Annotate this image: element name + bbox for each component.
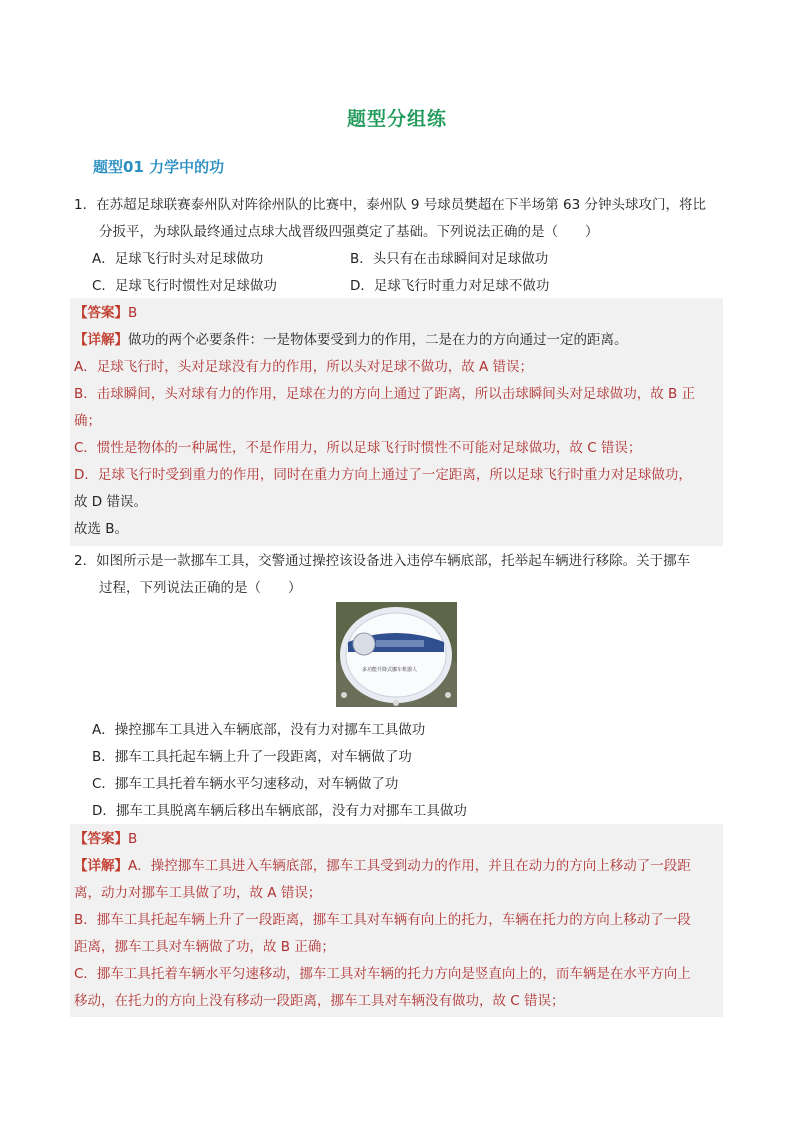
car-mover-robot-drawing <box>336 602 457 707</box>
q2-detail-tag: 【详解】 <box>74 858 128 874</box>
q2-answer-box <box>70 824 723 1017</box>
q1-stem-line2: 分扳平，为球队最终通过点球大战晋级四强奠定了基础。下列说法正确的是（ ） <box>99 224 599 240</box>
q1-option-a: A．足球飞行时头对足球做功 <box>92 251 264 267</box>
q2-stem-line2: 过程，下列说法正确的是（ ） <box>99 580 302 596</box>
q2-detail-line: 移动，在托力的方向上没有移动一段距离，挪车工具对车辆没有做功，故 C 错误； <box>74 993 565 1009</box>
car-mover-robot-image <box>336 602 457 707</box>
q1-conclusion: 故选 B。 <box>74 521 129 537</box>
q1-detail-intro <box>74 328 628 348</box>
q2-detail-line: C．挪车工具托着车辆水平匀速移动，挪车工具对车辆的托力方向是竖直向上的，而车辆是在水平方向上 <box>74 966 691 982</box>
q1-detail-line: 确； <box>74 413 101 429</box>
q1-option-d: D．足球飞行时重力对足球不做功 <box>350 278 550 294</box>
q1-answer-tag: 【答案】 <box>74 305 128 321</box>
q1-detail-line: B．击球瞬间，头对球有力的作用，足球在力的方向上通过了距离，所以击球瞬间头对足球做功，故 B 正 <box>74 386 696 402</box>
q1-detail-line: 故 D 错误。 <box>74 494 147 510</box>
q2-option-a: A．操控挪车工具进入车辆底部，没有力对挪车工具做功 <box>92 722 426 738</box>
q2-answer <box>74 827 137 847</box>
q2-option-d: D．挪车工具脱离车辆后移出车辆底部，没有力对挪车工具做功 <box>92 803 467 819</box>
q2-detail-line: B．挪车工具托起车辆上升了一段距离，挪车工具对车辆有向上的托力，车辆在托力的方向上移动了一段 <box>74 912 691 928</box>
q2-stem-line1: 2．如图所示是一款挪车工具，交警通过操控该设备进入违停车辆底部，托举起车辆进行移除。关于挪车 <box>74 553 691 569</box>
q2-detail-first <box>74 854 691 874</box>
figure-caption: 多功能升降式挪车机器人 <box>362 667 418 673</box>
q1-detail-intro-text: 做功的两个必要条件：一是物体要受到力的作用，二是在力的方向通过一定的距离。 <box>128 332 628 348</box>
q1-option-c: C．足球飞行时惯性对足球做功 <box>92 278 277 294</box>
q2-detail-line: 离，动力对挪车工具做了功，故 A 错误； <box>74 885 322 901</box>
q1-detail-line: D．足球飞行时受到重力的作用，同时在重力方向上通过了一定距离，所以足球飞行时重力对足球做功， <box>74 467 692 483</box>
q2-option-b: B．挪车工具托起车辆上升了一段距离，对车辆做了功 <box>92 749 412 765</box>
q2-detail-line: 距离，挪车工具对车辆做了功，故 B 正确； <box>74 939 335 955</box>
q1-option-b: B．头只有在击球瞬间对足球做功 <box>350 251 549 267</box>
q1-stem-line1: 1．在苏超足球联赛泰州队对阵徐州队的比赛中，泰州队 9 号球员樊超在下半场第 63 分钟头球攻门，将比 <box>74 197 707 213</box>
q1-answer <box>74 301 137 321</box>
q2-option-c: C．挪车工具托着车辆水平匀速移动，对车辆做了功 <box>92 776 399 792</box>
q2-answer-tag: 【答案】 <box>74 831 128 847</box>
page-title: 题型分组练 <box>346 108 447 130</box>
q1-answer-value: B <box>128 305 138 321</box>
q2-detail-line: A．操控挪车工具进入车辆底部，挪车工具受到动力的作用，并且在动力的方向上移动了一段距 <box>128 858 691 874</box>
q2-answer-value: B <box>128 831 138 847</box>
q1-detail-line: A．足球飞行时，头对足球没有力的作用，所以头对足球不做功，故 A 错误； <box>74 359 534 375</box>
q1-answer-box <box>70 298 723 546</box>
q1-detail-tag: 【详解】 <box>74 332 128 348</box>
q1-detail-line: C．惯性是物体的一种属性，不是作用力，所以足球飞行时惯性不可能对足球做功，故 C 错误； <box>74 440 642 456</box>
section-title: 题型01 力学中的功 <box>93 158 225 176</box>
